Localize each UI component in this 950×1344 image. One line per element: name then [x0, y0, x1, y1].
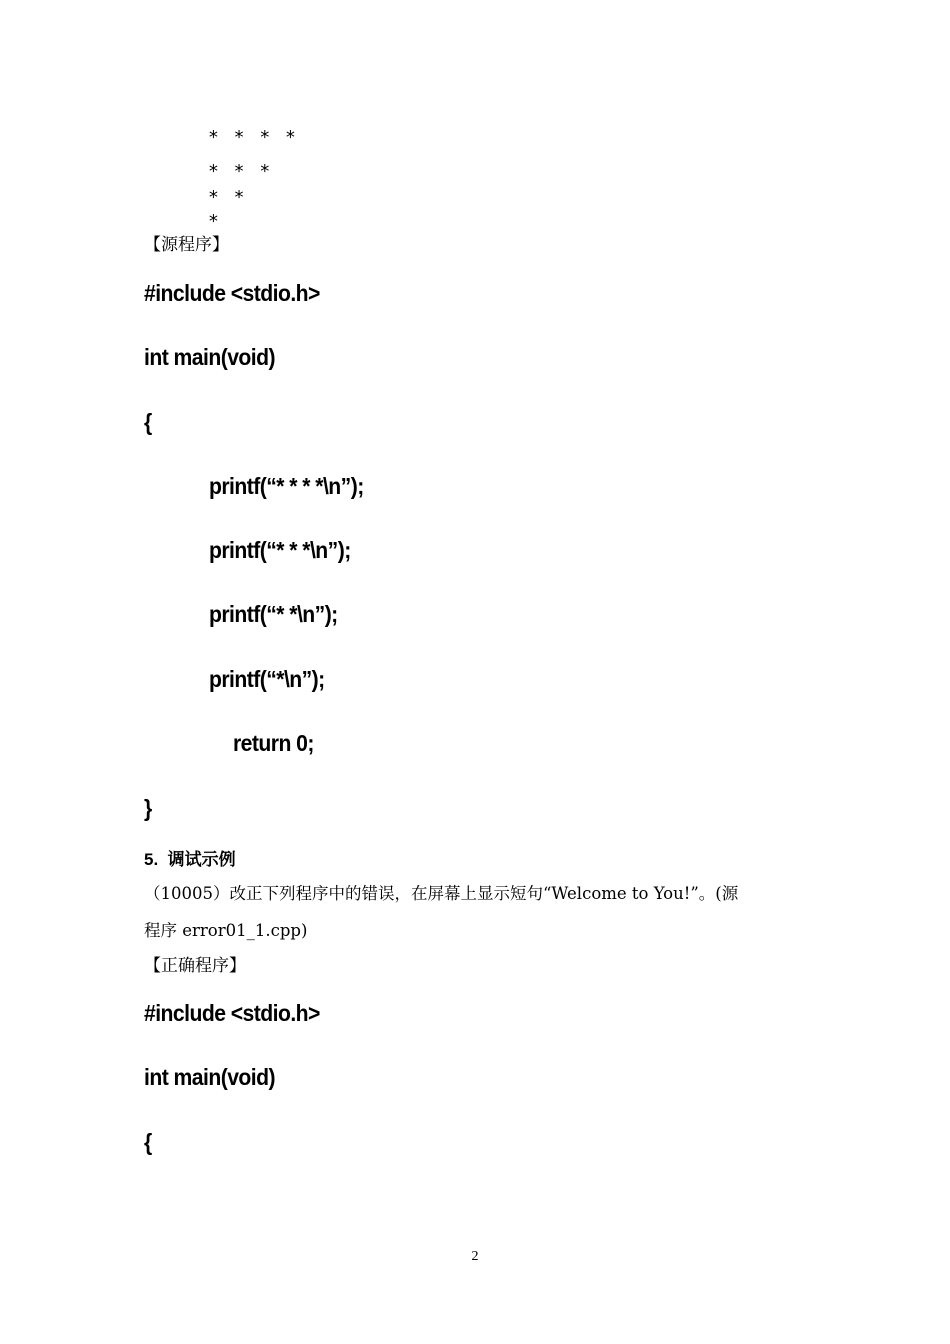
code2-line-open-brace: {	[144, 1129, 152, 1155]
section-heading: 5. 调试示例	[144, 850, 236, 869]
source-program-label: 【源程序】	[144, 235, 229, 255]
star-line-2: * * *	[208, 161, 273, 182]
code-line-printf-1: printf(“* * * *\n”);	[209, 473, 364, 499]
code-line-close-brace: }	[144, 795, 152, 821]
code2-line-include: #include <stdio.h>	[144, 1000, 320, 1026]
page-number: 2	[471, 1249, 479, 1264]
code-line-printf-3: printf(“* *\n”);	[209, 601, 338, 627]
star-line-1: * * * *	[208, 127, 298, 148]
code2-line-main: int main(void)	[144, 1064, 275, 1090]
code-line-printf-2: printf(“* * *\n”);	[209, 537, 351, 563]
paragraph-line-2: 程序 error01_1.cpp)	[144, 921, 308, 940]
star-line-4: *	[208, 211, 221, 232]
code-line-main: int main(void)	[144, 344, 275, 370]
code-line-return: return 0;	[233, 730, 314, 756]
correct-program-label: 【正确程序】	[144, 956, 246, 976]
paragraph-line-1: （10005）改正下列程序中的错误，在屏幕上显示短句“Welcome to You!”。(源	[144, 884, 739, 903]
code-line-open-brace: {	[144, 409, 152, 435]
code-line-printf-4: printf(“*\n”);	[209, 666, 325, 692]
star-line-3: * *	[208, 187, 247, 208]
code-line-include: #include <stdio.h>	[144, 280, 320, 306]
